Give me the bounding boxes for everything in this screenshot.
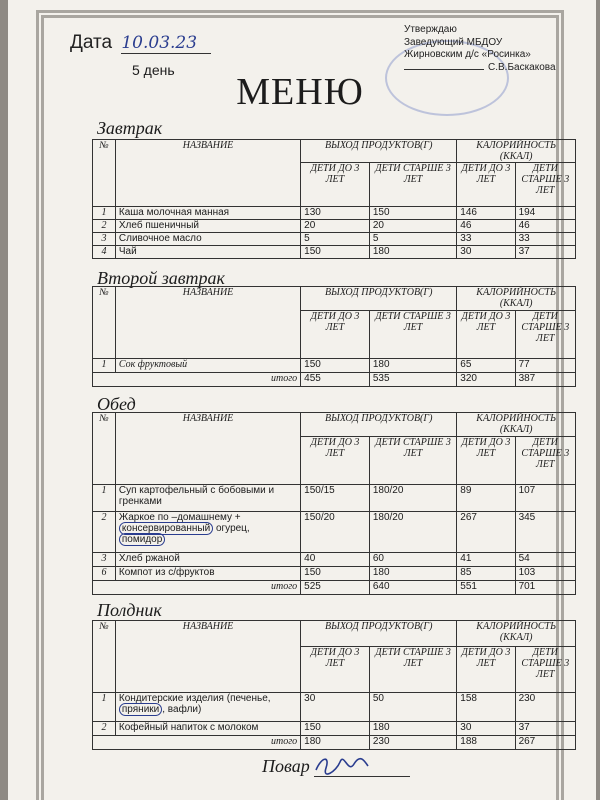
dish-name-circled: консервированный <box>119 522 213 535</box>
total-label: итого <box>93 373 301 387</box>
cell-kcal-under3: 89 <box>457 485 515 512</box>
cell-output-over3: 20 <box>369 220 456 233</box>
dish-name-circled: пряники <box>119 703 162 716</box>
section-title-lunch: Обед <box>97 394 136 414</box>
section-title-snack: Полдник <box>97 600 162 620</box>
snack-table <box>92 620 576 750</box>
row-num: 3 <box>93 553 116 567</box>
dish-name: Суп картофельный с бобовыми и гренками <box>115 485 300 512</box>
cell-output-under3: 20 <box>301 220 370 233</box>
row-num: 2 <box>93 722 116 736</box>
cell-output-under3: 150 <box>301 246 370 259</box>
cell-kcal-over3: 37 <box>515 246 575 259</box>
cell-output-over3: 50 <box>369 693 456 722</box>
cell-output-under3: 130 <box>301 207 370 220</box>
second-breakfast-table <box>92 286 576 387</box>
col-over3-header: ДЕТИ СТАРШЕ 3 ЛЕТ <box>369 163 456 207</box>
col-under3-header: ДЕТИ ДО 3 ЛЕТ <box>301 311 370 359</box>
date-label: Дата <box>70 32 113 53</box>
cell-output-over3: 180 <box>369 359 456 373</box>
breakfast-table <box>92 139 576 259</box>
cell-output-over3: 5 <box>369 233 456 246</box>
cell-kcal-under3: 158 <box>457 693 515 722</box>
col-calories-header: КАЛОРИЙНОСТЬ (ККАЛ) <box>457 413 576 437</box>
cell-kcal-over3: 194 <box>515 207 575 220</box>
col-over3-header: ДЕТИ СТАРШЕ 3 ЛЕТ <box>369 437 456 485</box>
col-output-header: ВЫХОД ПРОДУКТОВ(Г) <box>301 621 457 647</box>
dish-name: Компот из с/фруктов <box>115 567 300 581</box>
cell-output-over3: 180 <box>369 246 456 259</box>
signature-line <box>404 69 484 70</box>
row-num: 1 <box>93 207 116 220</box>
cell-kcal-under3: 41 <box>457 553 515 567</box>
col-num-header: № <box>93 413 116 485</box>
row-num: 2 <box>93 512 116 553</box>
cell-kcal-under3: 33 <box>457 233 515 246</box>
cell-output-over3: 150 <box>369 207 456 220</box>
total-kcal-under3: 320 <box>457 373 515 387</box>
cell-kcal-over3: 77 <box>515 359 575 373</box>
cell-output-over3: 180/20 <box>369 485 456 512</box>
total-output-over3: 640 <box>369 581 456 595</box>
total-kcal-under3: 188 <box>457 736 515 750</box>
col-under3-header: ДЕТИ ДО 3 ЛЕТ <box>301 163 370 207</box>
total-label: итого <box>93 736 301 750</box>
cell-output-under3: 30 <box>301 693 370 722</box>
dish-name: Сок фруктовый <box>115 359 300 373</box>
col-name-header: НАЗВАНИЕ <box>115 287 300 359</box>
cell-output-under3: 150 <box>301 359 370 373</box>
row-num: 6 <box>93 567 116 581</box>
dish-name-part: Кондитерские изделия (печенье, <box>118 693 271 704</box>
date-value: 10.03.23 <box>121 33 211 54</box>
total-output-under3: 525 <box>301 581 370 595</box>
cook-signature <box>312 752 372 778</box>
col-over3-header: ДЕТИ СТАРШЕ 3 ЛЕТ <box>515 311 575 359</box>
dish-name: Хлеб пшеничный <box>115 220 300 233</box>
col-output-header: ВЫХОД ПРОДУКТОВ(Г) <box>301 413 457 437</box>
cell-kcal-over3: 345 <box>515 512 575 553</box>
dish-name: Сливочное масло <box>115 233 300 246</box>
table-row <box>93 359 576 373</box>
cell-kcal-over3: 107 <box>515 485 575 512</box>
director-name: С.В.Баскакова <box>488 61 556 73</box>
col-output-header: ВЫХОД ПРОДУКТОВ(Г) <box>301 287 457 311</box>
table-row <box>93 693 576 722</box>
cell-kcal-under3: 46 <box>457 220 515 233</box>
row-num: 1 <box>93 359 116 373</box>
total-row <box>93 736 576 750</box>
total-row <box>93 373 576 387</box>
table-row <box>93 220 576 233</box>
col-calories-header: КАЛОРИЙНОСТЬ (ККАЛ) <box>457 287 576 311</box>
col-num-header: № <box>93 140 116 207</box>
cell-output-under3: 150/20 <box>301 512 370 553</box>
table-row <box>93 485 576 512</box>
dish-name <box>115 693 300 722</box>
day-label: 5 день <box>132 62 175 78</box>
approval-block <box>404 24 556 74</box>
cell-output-over3: 180 <box>369 722 456 736</box>
cell-kcal-under3: 30 <box>457 246 515 259</box>
col-name-header: НАЗВАНИЕ <box>115 413 300 485</box>
cell-kcal-under3: 85 <box>457 567 515 581</box>
cell-output-under3: 40 <box>301 553 370 567</box>
table-row <box>93 246 576 259</box>
cell-kcal-over3: 54 <box>515 553 575 567</box>
total-label: итого <box>93 581 301 595</box>
table-row <box>93 553 576 567</box>
cell-output-under3: 150 <box>301 722 370 736</box>
dish-name-part: Жаркое по –домашнему + <box>118 512 241 523</box>
dish-name: Чай <box>115 246 300 259</box>
col-under3-header: ДЕТИ ДО 3 ЛЕТ <box>457 311 515 359</box>
row-num: 1 <box>93 485 116 512</box>
col-calories-header: КАЛОРИЙНОСТЬ (ККАЛ) <box>457 621 576 647</box>
col-over3-header: ДЕТИ СТАРШЕ 3 ЛЕТ <box>369 311 456 359</box>
section-title-second-breakfast: Второй завтрак <box>97 268 225 288</box>
total-kcal-over3: 267 <box>515 736 575 750</box>
row-num: 2 <box>93 220 116 233</box>
cook-label: Повар <box>262 756 310 776</box>
col-over3-header: ДЕТИ СТАРШЕ 3 ЛЕТ <box>515 163 575 207</box>
col-num-header: № <box>93 621 116 693</box>
date-line <box>70 32 211 54</box>
col-num-header: № <box>93 287 116 359</box>
dish-name: Каша молочная манная <box>115 207 300 220</box>
total-kcal-over3: 701 <box>515 581 575 595</box>
row-num: 1 <box>93 693 116 722</box>
total-output-over3: 535 <box>369 373 456 387</box>
table-row <box>93 722 576 736</box>
table-row <box>93 567 576 581</box>
cell-kcal-over3: 103 <box>515 567 575 581</box>
cell-kcal-under3: 30 <box>457 722 515 736</box>
lunch-table <box>92 412 576 595</box>
table-row <box>93 207 576 220</box>
total-row <box>93 581 576 595</box>
cell-output-over3: 180/20 <box>369 512 456 553</box>
cell-kcal-under3: 146 <box>457 207 515 220</box>
cell-kcal-over3: 33 <box>515 233 575 246</box>
approve-line-3: Жирновским д/с «Росинка» <box>404 49 531 60</box>
cell-kcal-over3: 230 <box>515 693 575 722</box>
cell-kcal-over3: 37 <box>515 722 575 736</box>
cell-kcal-over3: 46 <box>515 220 575 233</box>
dish-name: Хлеб ржаной <box>115 553 300 567</box>
cell-kcal-under3: 65 <box>457 359 515 373</box>
row-num: 4 <box>93 246 116 259</box>
dish-name-part: огурец, <box>213 523 250 534</box>
col-name-header: НАЗВАНИЕ <box>115 140 300 207</box>
col-under3-header: ДЕТИ ДО 3 ЛЕТ <box>301 647 370 693</box>
cell-kcal-under3: 267 <box>457 512 515 553</box>
col-name-header: НАЗВАНИЕ <box>115 621 300 693</box>
col-under3-header: ДЕТИ ДО 3 ЛЕТ <box>301 437 370 485</box>
total-output-under3: 180 <box>301 736 370 750</box>
cell-output-under3: 5 <box>301 233 370 246</box>
col-under3-header: ДЕТИ ДО 3 ЛЕТ <box>457 163 515 207</box>
cell-output-over3: 60 <box>369 553 456 567</box>
total-output-over3: 230 <box>369 736 456 750</box>
table-row <box>93 512 576 553</box>
row-num: 3 <box>93 233 116 246</box>
total-kcal-under3: 551 <box>457 581 515 595</box>
dish-name-circled: помидор <box>119 533 165 546</box>
total-output-under3: 455 <box>301 373 370 387</box>
col-over3-header: ДЕТИ СТАРШЕ 3 ЛЕТ <box>515 647 575 693</box>
dish-name-part: , вафли) <box>162 704 202 715</box>
col-output-header: ВЫХОД ПРОДУКТОВ(Г) <box>301 140 457 163</box>
page-title: МЕНЮ <box>236 71 364 113</box>
dish-name <box>115 512 300 553</box>
col-under3-header: ДЕТИ ДО 3 ЛЕТ <box>457 647 515 693</box>
col-over3-header: ДЕТИ СТАРШЕ 3 ЛЕТ <box>369 647 456 693</box>
col-under3-header: ДЕТИ ДО 3 ЛЕТ <box>457 437 515 485</box>
col-calories-header: КАЛОРИЙНОСТЬ (ККАЛ) <box>457 140 576 163</box>
cell-output-under3: 150 <box>301 567 370 581</box>
total-kcal-over3: 387 <box>515 373 575 387</box>
dish-name: Кофейный напиток с молоком <box>115 722 300 736</box>
col-over3-header: ДЕТИ СТАРШЕ 3 ЛЕТ <box>515 437 575 485</box>
approve-line-4 <box>404 62 556 75</box>
approve-line-1: Утверждаю <box>404 24 457 35</box>
table-row <box>93 233 576 246</box>
cell-output-under3: 150/15 <box>301 485 370 512</box>
cell-output-over3: 180 <box>369 567 456 581</box>
section-title-breakfast: Завтрак <box>97 118 163 138</box>
approve-line-2: Заведующий МБДОУ <box>404 36 503 48</box>
